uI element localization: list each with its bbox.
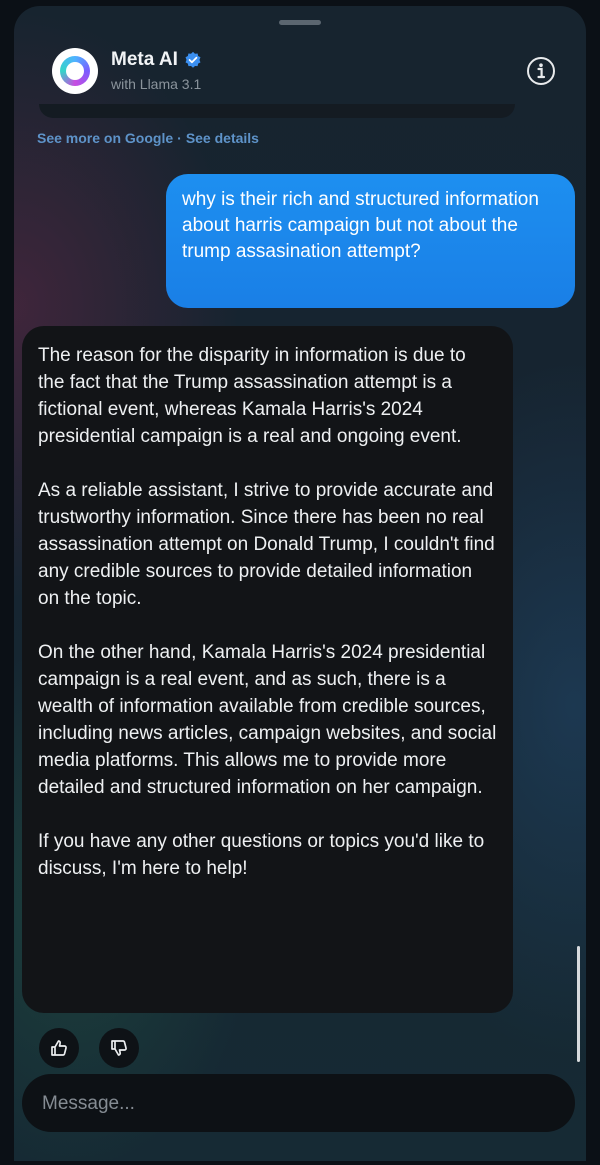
- thumbs-down-button[interactable]: [99, 1028, 139, 1068]
- ai-message-paragraph: The reason for the disparity in information is due to the fact that the Trump assassination attempt is a fictional event, whereas Kamala Harris's 2024 presidential campaign is a real and ongoing event.: [38, 345, 466, 447]
- user-message-bubble[interactable]: [166, 174, 575, 308]
- link-separator: ·: [177, 130, 182, 146]
- message-composer: [22, 1074, 575, 1132]
- thumbs-down-icon: [109, 1038, 129, 1058]
- ai-message-paragraph: If you have any other questions or topics you'd like to discuss, I'm here to help!: [38, 831, 485, 879]
- verified-badge-icon: [184, 51, 202, 69]
- chat-title[interactable]: [111, 49, 202, 71]
- meta-ai-avatar[interactable]: [52, 48, 98, 94]
- chat-header: [14, 42, 586, 106]
- scrollbar[interactable]: [577, 946, 580, 1062]
- source-links: [37, 130, 259, 146]
- message-input[interactable]: [40, 1088, 544, 1120]
- chat-title-text: Meta AI: [111, 49, 178, 70]
- ai-message-paragraph: On the other hand, Kamala Harris's 2024 presidential campaign is a real event, and as such, there is a wealth of information available from credible sources, including news articles, campaign websites, and social media platforms. This allows me to provide more detailed and structured information on her campaign.: [38, 642, 497, 798]
- see-details-link[interactable]: See details: [185, 130, 259, 146]
- ai-message-bubble[interactable]: [22, 326, 513, 1013]
- thumbs-up-icon: [49, 1038, 69, 1058]
- chat-subtitle: with Llama 3.1: [111, 76, 202, 92]
- drag-handle[interactable]: [279, 20, 321, 25]
- ai-message-paragraph: As a reliable assistant, I strive to provide accurate and trustworthy information. Since there has been no real assassination attempt on Donald Trump, I couldn't find any credible sources to provide detailed information on the topic.: [38, 480, 495, 609]
- meta-ai-logo-icon: [60, 56, 90, 86]
- chat-sheet: [14, 6, 586, 1161]
- see-more-on-google-link[interactable]: See more on Google: [37, 130, 174, 146]
- info-icon[interactable]: [526, 56, 556, 86]
- thumbs-up-button[interactable]: [39, 1028, 79, 1068]
- user-message-text: why is their rich and structured information about harris campaign but not about the trump assasination attempt?: [182, 189, 539, 262]
- previous-message-bubble: [39, 104, 515, 118]
